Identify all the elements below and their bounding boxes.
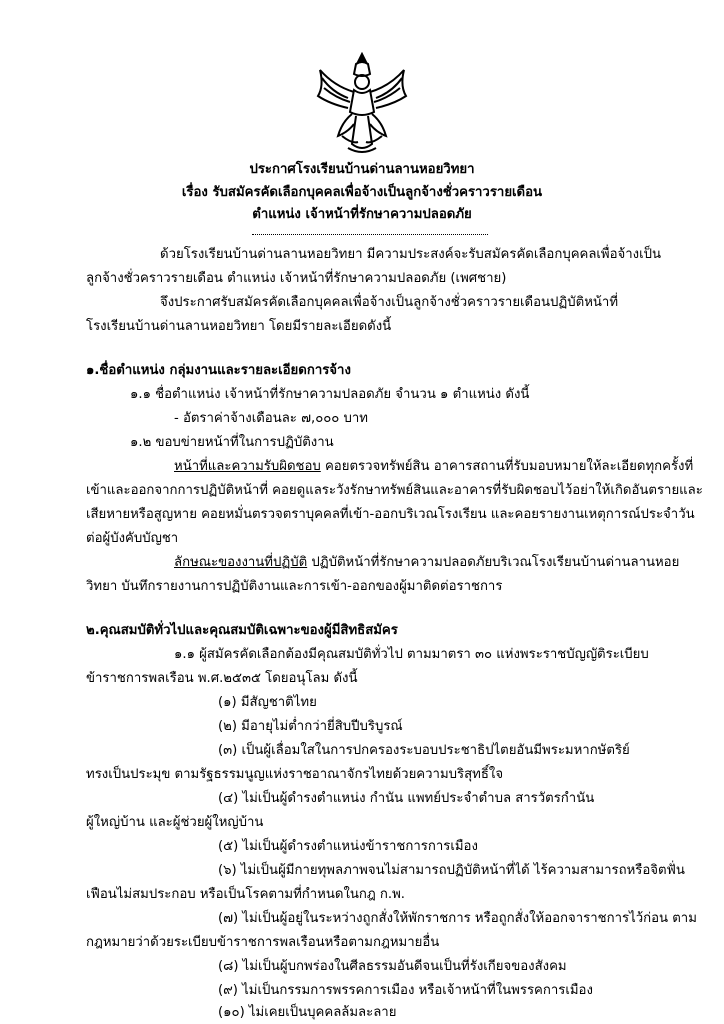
duty-paragraph-line: ต่อผู้บังคับบัญชา [86,531,179,546]
section-2-item-1: ข้าราชการพลเรือน พ.ศ.๒๕๓๕ โดยอนุโลม ดังนี้ [86,671,358,686]
nature-text: ปฏิบัติหน้าที่รักษาความปลอดภัยบริเวณโรงเรียนบ้านด่านลานหอย [307,555,680,570]
nature-label: ลักษณะของงานที่ปฏิบัติ [174,555,308,570]
section-2-item-1: ๑.๑ ผู้สมัครคัดเลือกต้องมีคุณสมบัติทั่วไป ตามมาตรา ๓๐ แห่งพระราชบัญญัติระเบียบ [174,647,649,662]
qualification-item: (๑) มีสัญชาติไทย [218,695,317,710]
intro-line: โรงเรียนบ้านด่านลานหอยวิทยา โดยมีรายละเอียดดังนี้ [86,319,392,334]
wage-rate: - อัตราค่าจ้างเดือนละ ๗,๐๐๐ บาท [174,411,369,426]
qualification-item: (๖) ไม่เป็นผู้มีกายทุพลภาพจนไม่สามารถปฏิบัติหน้าที่ได้ ไร้ความสามารถหรือจิตฟั่น [218,863,685,878]
qualification-item: (๑๐) ไม่เคยเป็นบุคคลล้มละลาย [218,1005,397,1020]
intro-line: จึงประกาศรับสมัครคัดเลือกบุคคลเพื่อจ้างเป็นลูกจ้างชั่วคราวรายเดือนปฏิบัติหน้าที่ [160,295,619,310]
nature-paragraph-line [174,554,679,572]
qualification-item: (๕) ไม่เป็นผู้ดำรงตำแหน่งข้าราชการการเมือง [218,839,478,854]
duty-text: คอยตรวจทรัพย์สิน อาคารสถานที่รับมอบหมายให้ละเอียดทุกครั้งที่ [320,459,694,474]
qualification-item: (๙) ไม่เป็นกรรมการพรรคการเมือง หรือเจ้าหน้าที่ในพรรคการเมือง [218,983,593,998]
dotted-divider [252,234,488,235]
duty-label: หน้าที่และความรับผิดชอบ [174,459,321,474]
qualification-item: (๘) ไม่เป็นผู้บกพร่องในศีลธรรมอันดีจนเป็นที่รังเกียจของสังคม [218,959,567,974]
duty-paragraph-line: เสียหายหรือสูญหาย คอยหมั่นตรวจตราบุคคลที่เข้า-ออกบริเวณโรงเรียน และคอยรายงานเหตุการณ์ประจำวัน [86,507,695,522]
section-1-item-2: ๑.๒ ขอบข่ายหน้าที่ในการปฏิบัติงาน [130,435,334,450]
garuda-emblem-icon [312,52,412,156]
qualification-item: เฟือนไม่สมประกอบ หรือเป็นโรคตามที่กำหนดในกฎ ก.พ. [86,887,405,902]
qualification-item: ผู้ใหญ่บ้าน และผู้ช่วยผู้ใหญ่บ้าน [86,815,264,830]
section-1-heading: ๑.ชื่อตำแหน่ง กลุ่มงานและรายละเอียดการจ้าง [86,363,351,378]
announcement-subject: เรื่อง รับสมัครคัดเลือกบุคคลเพื่อจ้างเป็นลูกจ้างชั่วคราวรายเดือน [181,185,543,200]
qualification-item: ทรงเป็นประมุข ตามรัฐธรรมนูญแห่งราชอาณาจักรไทยด้วยความบริสุทธิ์ใจ [86,767,504,782]
announcement-position: ตำแหน่ง เจ้าหน้าที่รักษาความปลอดภัย [252,207,472,222]
duty-paragraph-line [174,458,693,476]
qualification-item: (๒) มีอายุไม่ต่ำกว่ายี่สิบปีบริบูรณ์ [218,719,403,734]
duty-paragraph-line: เข้าและออกจากการปฏิบัติหน้าที่ คอยดูแลระวังรักษาทรัพย์สินและอาคารที่รับผิดชอบไว้อย่าให้เกิดอันตรายและ [86,483,703,498]
qualification-item: (๗) ไม่เป็นผู้อยู่ในระหว่างถูกสั่งให้พักราชการ หรือถูกสั่งให้ออกจาราชการไว้ก่อน ตาม [218,911,697,926]
section-2-heading: ๒.คุณสมบัติทั่วไปและคุณสมบัติเฉพาะของผู้มีสิทธิสมัคร [86,623,398,638]
qualification-item: กฎหมายว่าด้วยระเบียบข้าราชการพลเรือนหรือตามกฎหมายอื่น [86,935,440,950]
qualification-item: (๓) เป็นผู้เลื่อมใสในการปกครองระบอบประชาธิปไตยอันมีพระมหากษัตริย์ [218,743,630,758]
section-1-item-1: ๑.๑ ชื่อตำแหน่ง เจ้าหน้าที่รักษาความปลอดภัย จำนวน ๑ ตำแหน่ง ดังนี้ [130,387,530,402]
intro-line: ลูกจ้างชั่วคราวรายเดือน ตำแหน่ง เจ้าหน้าที่รักษาความปลอดภัย (เพศชาย) [86,271,507,286]
nature-paragraph-line: วิทยา บันทึกรายงานการปฏิบัติงานและการเข้า-ออกของผู้มาติดต่อราชการ [86,579,503,594]
announcement-title: ประกาศโรงเรียนบ้านด่านลานหอยวิทยา [249,162,475,177]
intro-line: ด้วยโรงเรียนบ้านด่านลานหอยวิทยา มีความประสงค์จะรับสมัครคัดเลือกบุคคลเพื่อจ้างเป็น [160,247,662,262]
qualification-item: (๔) ไม่เป็นผู้ดำรงตำแหน่ง กำนัน แพทย์ประจำตำบล สารวัตรกำนัน [218,791,595,806]
